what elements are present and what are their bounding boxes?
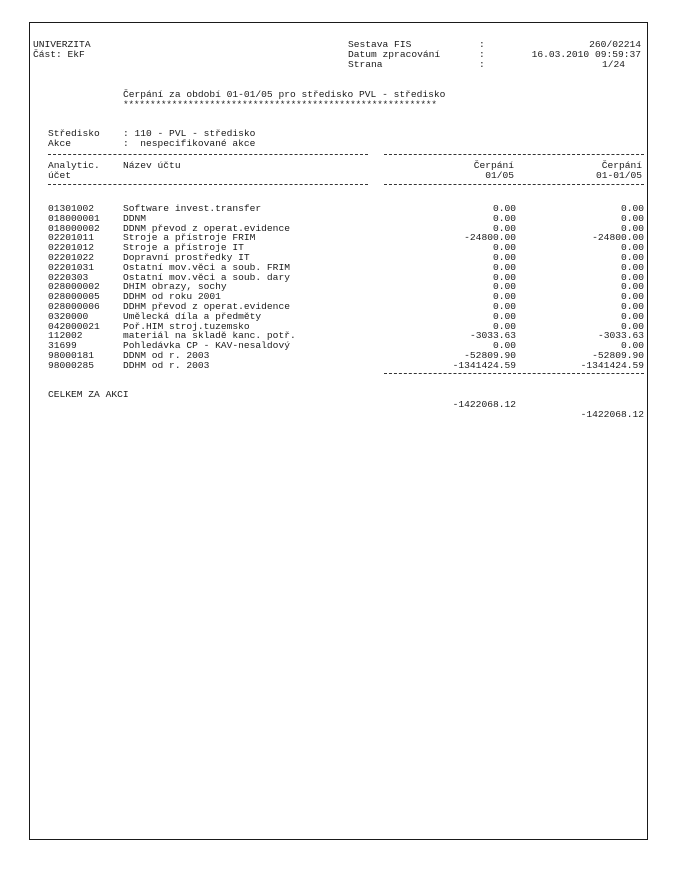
amount-period: -1341424.59	[452, 359, 516, 371]
processing-date: 16.03.2010 09:59:37	[531, 49, 641, 60]
account-name: Stroje a přístroje FRIM	[123, 232, 256, 244]
amount-period: -52809.90	[464, 350, 516, 361]
account-name: DDHM převod z operat.evidence	[123, 301, 290, 312]
account-name: DDHM od roku 2001	[123, 291, 221, 303]
amount-cumulative: -24800.00	[592, 232, 644, 244]
amount-cumulative: -1341424.59	[580, 359, 644, 371]
col-period-header-1: Čerpání	[473, 160, 514, 171]
subheader-rule-left	[48, 184, 368, 185]
amount-cumulative: 0.00	[620, 291, 644, 303]
account-code: 0220303	[48, 271, 89, 283]
action-label: Akce	[48, 138, 72, 149]
account-name: Dopravní prostředky IT	[123, 252, 250, 263]
amount-period: 0.00	[492, 291, 516, 303]
account-code: 0320000	[48, 310, 89, 322]
total-rule-mid	[384, 373, 516, 374]
amount-cumulative: 0.00	[620, 242, 644, 254]
action-value: : nespecifikované akce	[123, 138, 256, 149]
account-code: 018000002	[48, 222, 100, 234]
total-rule-right	[513, 373, 644, 374]
subheader-rule-mid	[384, 184, 516, 185]
amount-cumulative: 0.00	[620, 261, 644, 273]
col-cumulative-header-2: 01-01/05	[595, 170, 642, 181]
amount-cumulative: 0.00	[620, 340, 644, 352]
org-part: Část: EkF	[33, 49, 85, 60]
amount-period: -3033.63	[469, 330, 516, 342]
amount-period: 0.00	[492, 301, 516, 312]
amount-cumulative: 0.00	[620, 271, 644, 283]
account-code: 02201011	[48, 232, 95, 244]
amount-period: 0.00	[492, 261, 516, 273]
account-code: 042000021	[48, 320, 100, 332]
account-name: Software invest.transfer	[123, 203, 262, 214]
amount-cumulative: 0.00	[620, 320, 644, 332]
account-name: DHIM obrazy, sochy	[123, 281, 227, 293]
account-name: Ostatní mov.věci a soub. dary	[123, 271, 290, 283]
account-code: 01301002	[48, 203, 95, 214]
account-code: 98000181	[48, 350, 95, 361]
account-name: materiál na skladě kanc. potř.	[123, 330, 296, 342]
amount-period: 0.00	[492, 271, 516, 283]
amount-period: 0.00	[492, 310, 516, 322]
amount-cumulative: 0.00	[620, 310, 644, 322]
report-label: Sestava FIS	[348, 39, 412, 50]
amount-cumulative: -3033.63	[597, 330, 644, 342]
amount-cumulative: 0.00	[620, 203, 644, 214]
account-code: 98000285	[48, 359, 95, 371]
total-period: -1422068.12	[452, 399, 516, 410]
total-label: CELKEM ZA AKCI	[48, 389, 129, 400]
amount-cumulative: 0.00	[620, 212, 644, 224]
table-row	[30, 361, 649, 371]
col-account-header-2: účet	[48, 170, 72, 181]
account-code: 02201012	[48, 242, 95, 254]
amount-period: -24800.00	[464, 232, 516, 244]
amount-period: 0.00	[492, 212, 516, 224]
date-label: Datum zpracování	[348, 49, 441, 60]
total-row	[30, 380, 649, 420]
header-rule-left	[48, 154, 368, 155]
subheader-rule-right	[513, 184, 644, 185]
amount-period: 0.00	[492, 222, 516, 234]
account-name: Pohledávka CP - KAV-nesaldový	[123, 340, 290, 352]
account-code: 028000005	[48, 291, 100, 303]
amount-period: 0.00	[492, 203, 516, 214]
account-name: DDHM od r. 2003	[123, 359, 210, 371]
account-code: 028000002	[48, 281, 100, 293]
col-account-header-1: Analytic.	[48, 160, 100, 171]
amount-period: 0.00	[492, 281, 516, 293]
account-name: Ostatní mov.věci a soub. FRIM	[123, 261, 290, 273]
account-name: Stroje a přístroje IT	[123, 242, 244, 254]
center-label: Středisko	[48, 128, 100, 139]
amount-period: 0.00	[492, 252, 516, 263]
org-name: UNIVERZITA	[33, 39, 91, 50]
amount-cumulative: -52809.90	[592, 350, 644, 361]
amount-cumulative: 0.00	[620, 281, 644, 293]
account-code: 02201031	[48, 261, 95, 273]
page-number: 1/24	[601, 59, 625, 70]
report-page	[29, 22, 648, 840]
amount-period: 0.00	[492, 340, 516, 352]
amount-period: 0.00	[492, 242, 516, 254]
header-rule-mid	[384, 154, 516, 155]
report-title: Čerpání za období 01-01/05 pro středisko PVL - středisko	[123, 89, 446, 100]
amount-cumulative: 0.00	[620, 301, 644, 312]
account-name: DDNM převod z operat.evidence	[123, 222, 290, 234]
report-number: 260/02214	[589, 39, 641, 50]
account-code: 018000001	[48, 212, 100, 224]
header-rule-right	[513, 154, 644, 155]
col-period-header-2: 01/05	[485, 170, 514, 181]
col-name-header: Název účtu	[123, 160, 181, 171]
title-underline: **********************************************************	[123, 99, 437, 110]
account-code: 02201022	[48, 252, 95, 263]
account-code: 112002	[48, 330, 83, 342]
page-sep: :	[479, 59, 485, 70]
account-name: Poř.HIM stroj.tuzemsko	[123, 320, 250, 332]
center-value: : 110 - PVL - středisko	[123, 128, 256, 139]
account-name: DDNM od r. 2003	[123, 350, 210, 361]
account-name: DDNM	[123, 212, 147, 224]
amount-cumulative: 0.00	[620, 252, 644, 263]
date-sep: :	[479, 49, 485, 60]
account-name: Umělecká díla a předměty	[123, 310, 262, 322]
amount-cumulative: 0.00	[620, 222, 644, 234]
report-sep: :	[479, 39, 485, 50]
total-cumulative: -1422068.12	[580, 409, 644, 420]
col-cumulative-header-1: Čerpání	[601, 160, 642, 171]
account-code: 31699	[48, 340, 77, 352]
account-code: 028000006	[48, 301, 100, 312]
amount-period: 0.00	[492, 320, 516, 332]
page-label: Strana	[348, 59, 383, 70]
